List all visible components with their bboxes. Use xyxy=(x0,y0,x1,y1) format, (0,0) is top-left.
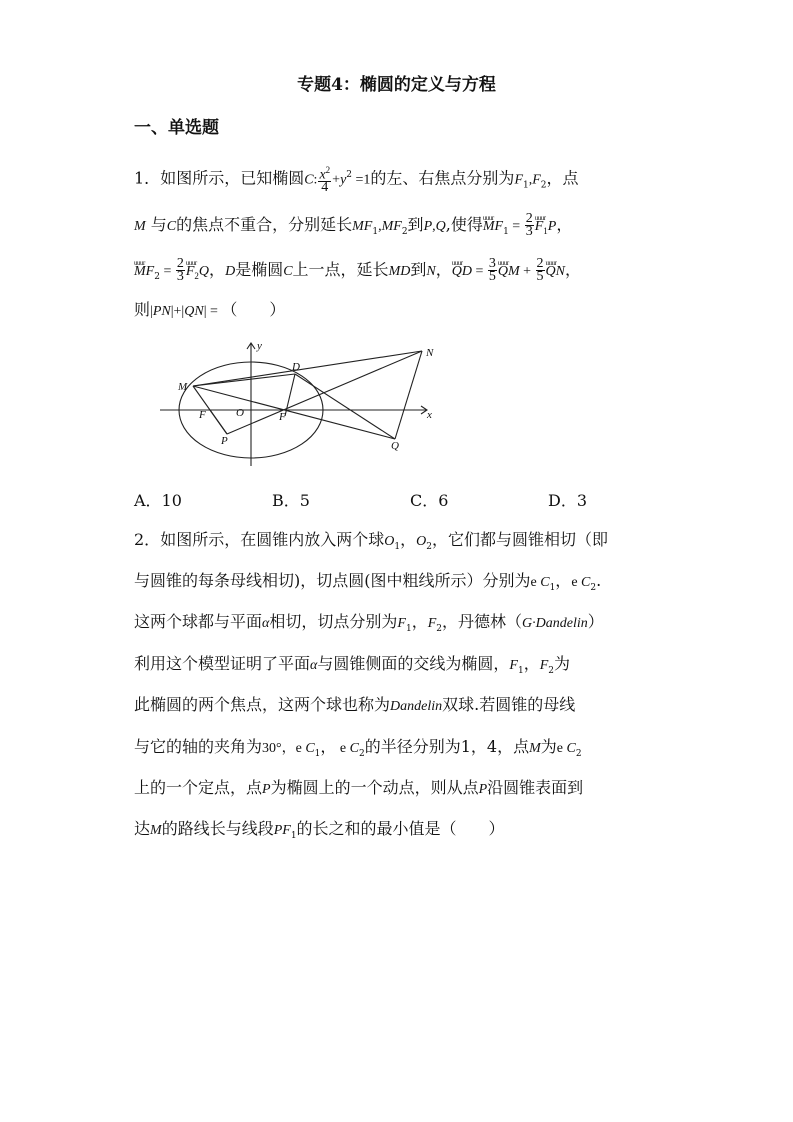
page-title: 专题4：椭圆的定义与方程 xyxy=(297,75,496,95)
q1-line-4: 则|PN|+|QN| = （ ） xyxy=(134,300,286,319)
q2-line-7: 上的一个定点，点P为椭圆上的一个动点，则从点P沿圆锥表面到 xyxy=(134,778,584,797)
fig-label-N: N xyxy=(426,347,434,359)
q2-line-8: 达M的路线长与线段$PF_1$的长之和的最小值是（ ） xyxy=(134,819,505,842)
q1-line-1: 1．如图所示，已知椭圆C: $\frac{x^2}{4}$ $+y^2 =1$的左、右焦点分别为$F_1,F_2$，点 xyxy=(134,164,579,196)
q2-line-6: 与它的轴的夹角为30°，e $C_1$， e $C_2$的半径分别为1，4，点M为e $C_2$ xyxy=(134,737,582,760)
fig-label-x: x xyxy=(427,409,432,421)
option-d: D．3 xyxy=(548,491,588,510)
fig-label-M: M xyxy=(178,381,188,393)
q2-line-1: 2．如图所示，在圆锥内放入两个球$O_1$，$O_2$，它们都与圆锥相切（即 xyxy=(134,530,608,553)
fig-label-D: D xyxy=(292,361,300,373)
q2-line-5: 此椭圆的两个焦点，这两个球也称为Dandelin双球.若圆锥的母线 xyxy=(134,695,576,714)
section-heading: 一、单选题 xyxy=(134,118,219,138)
fig-label-Q: Q xyxy=(391,440,399,452)
q2-number: 2． xyxy=(134,530,161,549)
fig-label-O: O xyxy=(236,407,244,419)
q2-line-4: 利用这个模型证明了平面α与圆锥侧面的交线为椭圆，$F_1$，$F_2$为 xyxy=(134,654,571,677)
fig-label-y: y xyxy=(257,340,262,352)
option-b: B．5 xyxy=(272,491,310,510)
q2-line-3: 这两个球都与平面α相切，切点分别为$F_1$，$F_2$，丹德林（G·Dandelin） xyxy=(134,612,604,635)
option-c: C．6 xyxy=(410,491,449,510)
option-a: A．10 xyxy=(134,491,182,510)
fig-label-F1: F xyxy=(199,409,206,421)
fig-label-P: P xyxy=(221,435,228,447)
q1-number: 1． xyxy=(134,168,161,188)
ellipse-figure xyxy=(155,338,445,470)
fig-label-F2: F xyxy=(279,411,286,423)
q1-line-3: uuur $MF_2$ = $\frac{2}{3}$ uuur $F_2Q$，D是椭圆C上一点，延长MD到N，uuur QD = $\frac{3}{5}$ uuur QM + $\frac{2}{5}$ uuur QN， xyxy=(134,258,581,289)
q2-line-2: 与圆锥的每条母线相切)，切点圆(图中粗线所示）分别为e $C_1$，e $C_2$. xyxy=(134,571,602,594)
q1-line-2: M 与C的焦点不重合，分别延长$MF_1,MF_2$到P,Q,使得uuur $MF_1$ = $\frac{2}{3}$ uuur $F_1P$， xyxy=(134,213,572,244)
